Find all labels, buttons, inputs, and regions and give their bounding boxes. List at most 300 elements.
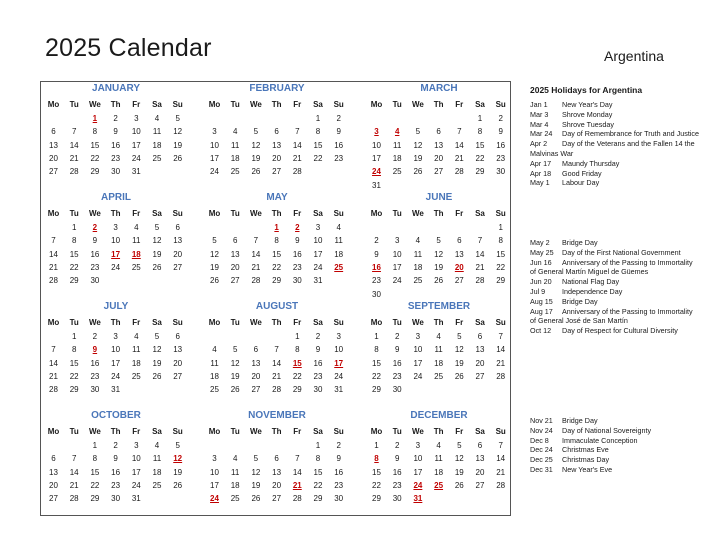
- weekday-header: Fr: [293, 209, 302, 218]
- day: 4: [134, 332, 139, 341]
- day: 31: [334, 385, 344, 395]
- day: 15: [313, 140, 323, 150]
- day: 19: [173, 140, 183, 150]
- day: 18: [152, 467, 162, 477]
- day: 31: [313, 276, 323, 286]
- holiday-name: Day of Remembrance for Truth and Justice: [562, 129, 700, 139]
- holiday-name: Day of Respect for Cultural Diversity: [562, 326, 678, 336]
- holiday-group: [530, 416, 700, 475]
- day: 7: [295, 454, 300, 464]
- day: 14: [475, 249, 485, 259]
- holiday-item: [530, 159, 700, 169]
- weekday-header: We: [249, 427, 262, 436]
- day: 8: [274, 236, 279, 246]
- holiday-day: 24: [413, 480, 423, 490]
- day: 9: [394, 454, 400, 464]
- day: 1: [498, 223, 503, 232]
- day: 30: [111, 167, 121, 177]
- day: 7: [51, 345, 56, 355]
- holiday-date: Nov 24: [530, 425, 553, 435]
- day: 15: [372, 467, 381, 477]
- holiday-name: Day of the Veterans and the Fallen 14 the Malvinas War: [530, 139, 695, 158]
- day: 1: [92, 441, 98, 450]
- day: 10: [372, 140, 381, 150]
- day: 21: [49, 262, 58, 272]
- holiday-day: 25: [334, 262, 344, 272]
- day: 13: [272, 140, 282, 150]
- holiday-item: [530, 248, 700, 258]
- day: 3: [415, 332, 421, 341]
- day: 20: [475, 358, 485, 368]
- day: 18: [210, 371, 219, 381]
- day: 1: [315, 441, 321, 450]
- day: 20: [434, 153, 444, 163]
- weekday-header: Tu: [392, 318, 402, 327]
- holiday-day: 20: [454, 262, 464, 272]
- holiday-day: 12: [173, 454, 183, 464]
- day: 6: [232, 236, 238, 246]
- holiday-day: 1: [274, 223, 279, 232]
- day: 8: [92, 454, 98, 464]
- holiday-date: Dec 25: [530, 455, 553, 465]
- day: 10: [131, 454, 141, 464]
- day: 13: [272, 467, 282, 477]
- day: 16: [90, 358, 100, 368]
- weekday-header: Th: [110, 100, 121, 109]
- day: 17: [111, 358, 121, 368]
- day: 19: [413, 153, 423, 163]
- day: 30: [313, 385, 323, 395]
- weekday-header: Fr: [293, 100, 302, 109]
- day: 16: [334, 140, 344, 150]
- day: 13: [475, 345, 485, 355]
- holiday-date: Oct 12: [530, 326, 552, 336]
- weekday-header: Mo: [47, 100, 60, 109]
- day: 16: [392, 467, 402, 477]
- weekday-header: Th: [271, 209, 282, 218]
- day: 10: [111, 345, 121, 355]
- day: 27: [251, 385, 261, 395]
- holiday-day: 16: [372, 262, 381, 272]
- holiday-item: [530, 465, 700, 475]
- holiday-item: [530, 426, 700, 436]
- holiday-day: 2: [92, 223, 98, 232]
- day: 17: [392, 262, 402, 272]
- day: 30: [392, 494, 402, 504]
- day: 8: [71, 345, 77, 355]
- day: 26: [251, 167, 261, 177]
- day: 23: [392, 371, 402, 381]
- day: 19: [152, 249, 162, 259]
- day: 26: [230, 385, 240, 395]
- holiday-day: 3: [374, 127, 379, 137]
- day: 15: [475, 140, 485, 150]
- day: 20: [49, 153, 58, 163]
- day: 30: [372, 289, 381, 299]
- day: 21: [454, 153, 464, 163]
- day: 14: [251, 249, 261, 259]
- day: 30: [111, 494, 121, 504]
- holiday-date: Apr 18: [530, 168, 552, 178]
- day: 9: [336, 454, 341, 464]
- holiday-date: Jul 9: [530, 286, 546, 296]
- day: 20: [251, 371, 261, 381]
- day: 14: [292, 140, 302, 150]
- holiday-group: [530, 100, 700, 188]
- weekday-header: Fr: [455, 209, 464, 218]
- weekday-header: Th: [110, 427, 121, 436]
- weekday-header: Tu: [392, 100, 402, 109]
- day: 2: [336, 441, 341, 450]
- day: 17: [413, 358, 423, 368]
- holiday-name: Shrove Monday: [562, 109, 613, 119]
- holiday-day: 24: [372, 167, 381, 177]
- day: 28: [251, 276, 261, 286]
- day: 16: [313, 358, 323, 368]
- day: 14: [69, 467, 79, 477]
- weekday-header: Mo: [370, 209, 383, 218]
- day: 22: [313, 480, 323, 490]
- holiday-date: Dec 31: [530, 464, 553, 474]
- day: 23: [334, 153, 344, 163]
- weekday-header: Su: [495, 100, 506, 109]
- day: 3: [134, 441, 139, 450]
- day: 18: [392, 153, 402, 163]
- day: 2: [113, 441, 118, 450]
- day: 20: [49, 480, 58, 490]
- day: 12: [152, 345, 162, 355]
- weekday-header: Sa: [313, 100, 323, 109]
- day: 7: [253, 236, 259, 246]
- holiday-day: 9: [92, 345, 98, 355]
- holiday-day: 2: [295, 223, 300, 232]
- weekday-header: Su: [495, 318, 506, 327]
- day: 3: [315, 223, 321, 232]
- day: 29: [69, 276, 79, 286]
- day: 15: [69, 249, 79, 259]
- holiday-date: Mar 3: [530, 109, 549, 119]
- day: 13: [49, 140, 58, 150]
- day: 22: [90, 480, 100, 490]
- day: 9: [336, 127, 341, 137]
- holiday-date: Dec 8: [530, 435, 549, 445]
- month-name: JANUARY: [92, 83, 140, 94]
- day: 24: [334, 371, 344, 381]
- day: 18: [413, 262, 423, 272]
- day: 19: [251, 480, 261, 490]
- day: 24: [111, 262, 121, 272]
- holiday-item: [530, 129, 700, 139]
- day: 30: [496, 167, 506, 177]
- day: 17: [131, 467, 141, 477]
- day: 18: [230, 153, 240, 163]
- day: 25: [210, 385, 219, 395]
- day: 29: [372, 385, 381, 395]
- day: 27: [49, 494, 58, 504]
- day: 23: [111, 153, 121, 163]
- day: 6: [274, 454, 279, 464]
- day: 23: [90, 371, 100, 381]
- day: 16: [292, 249, 302, 259]
- day: 4: [154, 441, 160, 450]
- day: 7: [295, 127, 300, 137]
- day: 15: [372, 358, 381, 368]
- holiday-name: Independence Day: [562, 286, 623, 296]
- weekday-header: Fr: [455, 318, 464, 327]
- day: 26: [173, 480, 183, 490]
- holiday-day: 25: [434, 480, 444, 490]
- day: 8: [374, 345, 379, 355]
- weekday-header: Sa: [152, 318, 162, 327]
- day: 23: [496, 153, 506, 163]
- day: 7: [71, 454, 77, 464]
- day: 15: [90, 467, 100, 477]
- weekday-header: Su: [333, 100, 344, 109]
- holiday-day: 31: [413, 494, 423, 504]
- holiday-name: Bridge Day: [562, 416, 598, 425]
- day: 9: [498, 127, 503, 137]
- holiday-date: Mar 4: [530, 119, 549, 129]
- day: 11: [132, 236, 141, 246]
- day: 22: [90, 153, 100, 163]
- day: 23: [392, 480, 402, 490]
- day: 2: [113, 114, 118, 123]
- day: 6: [51, 127, 56, 137]
- day: 17: [413, 467, 423, 477]
- day: 27: [475, 480, 485, 490]
- holiday-item: [530, 100, 700, 110]
- day: 12: [434, 249, 444, 259]
- day: 12: [230, 358, 240, 368]
- day: 17: [210, 480, 219, 490]
- holiday-name: Immaculate Conception: [562, 435, 638, 445]
- day: 22: [313, 153, 323, 163]
- holiday-date: Jun 20: [530, 277, 552, 287]
- day: 11: [210, 358, 219, 368]
- day: 12: [173, 127, 183, 137]
- day: 4: [232, 127, 238, 137]
- day: 7: [498, 441, 503, 450]
- month-name: FEBRUARY: [249, 83, 305, 94]
- day: 25: [434, 371, 444, 381]
- day: 31: [131, 167, 141, 177]
- day: 14: [292, 467, 302, 477]
- day: 4: [415, 236, 421, 246]
- weekday-header: Mo: [370, 427, 383, 436]
- day: 24: [131, 153, 141, 163]
- day: 26: [413, 167, 423, 177]
- day: 27: [272, 494, 282, 504]
- day: 13: [454, 249, 464, 259]
- day: 13: [49, 467, 58, 477]
- weekday-header: We: [88, 427, 101, 436]
- day: 21: [475, 262, 485, 272]
- day: 3: [113, 223, 118, 232]
- day: 3: [113, 332, 118, 341]
- holiday-item: [530, 238, 700, 248]
- holiday-name: Anniversary of the Passing to Immortality of General Martín Miguel de Güemes: [530, 257, 693, 277]
- weekday-header: We: [411, 427, 424, 436]
- day: 22: [475, 153, 485, 163]
- day: 11: [413, 249, 423, 259]
- day: 10: [313, 236, 323, 246]
- day: 26: [210, 276, 219, 286]
- weekday-header: Mo: [208, 427, 221, 436]
- day: 13: [173, 345, 183, 355]
- day: 5: [436, 236, 441, 246]
- day: 8: [315, 127, 321, 137]
- day: 27: [173, 262, 183, 272]
- holiday-date: Apr 17: [530, 158, 552, 168]
- month-name: JUNE: [425, 192, 453, 203]
- holiday-item: [530, 120, 700, 130]
- day: 30: [90, 276, 100, 286]
- weekday-header: Fr: [132, 318, 141, 327]
- day: 22: [372, 480, 381, 490]
- day: 5: [175, 441, 180, 450]
- weekday-header: Th: [433, 209, 444, 218]
- holiday-item: [530, 169, 700, 179]
- day: 19: [210, 262, 219, 272]
- day: 6: [175, 223, 180, 232]
- holiday-name: Shrove Tuesday: [562, 119, 614, 129]
- day: 7: [51, 236, 56, 246]
- holiday-item: [530, 110, 700, 120]
- holiday-day: 1: [92, 114, 98, 123]
- holiday-item: [530, 326, 700, 336]
- holiday-item: [530, 258, 700, 278]
- day: 11: [434, 454, 443, 464]
- weekday-header: We: [88, 100, 101, 109]
- day: 23: [90, 262, 100, 272]
- day: 29: [90, 167, 100, 177]
- holiday-list-title: 2025 Holidays for Argentina: [530, 85, 643, 95]
- day: 26: [454, 371, 464, 381]
- holiday-name: Good Friday: [562, 168, 602, 178]
- day: 4: [436, 441, 441, 450]
- day: 14: [69, 140, 79, 150]
- day: 2: [374, 236, 379, 246]
- day: 24: [111, 371, 121, 381]
- day: 7: [274, 345, 279, 355]
- day: 25: [152, 480, 162, 490]
- weekday-header: Su: [333, 427, 344, 436]
- day: 12: [210, 249, 219, 259]
- day: 10: [413, 454, 423, 464]
- weekday-header: Su: [495, 427, 506, 436]
- weekday-header: We: [249, 100, 262, 109]
- weekday-header: Mo: [370, 100, 383, 109]
- day: 17: [210, 153, 219, 163]
- holiday-date: Dec 24: [530, 445, 553, 455]
- holiday-day: 17: [334, 358, 344, 368]
- day: 12: [454, 345, 464, 355]
- holiday-item: [530, 445, 700, 455]
- day: 26: [152, 371, 162, 381]
- day: 27: [272, 167, 282, 177]
- day: 28: [496, 371, 506, 381]
- holiday-date: May 2: [530, 238, 550, 247]
- day: 20: [475, 467, 485, 477]
- day: 10: [334, 345, 344, 355]
- day: 10: [413, 345, 423, 355]
- day: 24: [313, 262, 323, 272]
- day: 21: [272, 371, 282, 381]
- day: 26: [251, 494, 261, 504]
- day: 11: [152, 127, 162, 137]
- holiday-name: Christmas Eve: [562, 445, 609, 455]
- day: 5: [253, 127, 259, 137]
- calendar-grid: [40, 81, 511, 516]
- day: 3: [394, 236, 400, 246]
- day: 17: [313, 249, 323, 259]
- weekday-header: Su: [333, 209, 344, 218]
- day: 29: [90, 494, 100, 504]
- weekday-header: Sa: [475, 100, 485, 109]
- holiday-name: Day of the First National Government: [562, 247, 681, 257]
- holiday-name: New Year's Eve: [562, 464, 613, 474]
- holiday-name: National Flag Day: [562, 277, 620, 287]
- day: 12: [152, 236, 162, 246]
- month-name: MARCH: [420, 83, 458, 94]
- day: 11: [434, 345, 443, 355]
- month-name: DECEMBER: [410, 410, 468, 421]
- day: 11: [231, 467, 240, 477]
- day: 7: [498, 332, 503, 341]
- day: 28: [49, 385, 58, 395]
- day: 31: [111, 385, 121, 395]
- weekday-header: Th: [433, 427, 444, 436]
- weekday-header: Mo: [208, 100, 221, 109]
- day: 27: [230, 276, 240, 286]
- holiday-name: Bridge Day: [562, 238, 598, 247]
- day: 11: [132, 345, 141, 355]
- weekday-header: Fr: [132, 209, 141, 218]
- weekday-header: Sa: [313, 427, 323, 436]
- day: 28: [496, 480, 506, 490]
- day: 25: [131, 262, 141, 272]
- holiday-item: [530, 139, 700, 159]
- day: 6: [51, 454, 56, 464]
- day: 2: [394, 332, 400, 341]
- day: 21: [496, 467, 506, 477]
- day: 4: [436, 332, 441, 341]
- day: 3: [212, 127, 217, 137]
- weekday-header: Tu: [230, 209, 240, 218]
- day: 13: [173, 236, 183, 246]
- day: 20: [272, 153, 282, 163]
- weekday-header: Th: [110, 318, 121, 327]
- weekday-header: Th: [271, 100, 282, 109]
- day: 3: [212, 454, 217, 464]
- day: 30: [90, 385, 100, 395]
- day: 5: [232, 345, 238, 355]
- holiday-date: Aug 17: [530, 306, 553, 316]
- weekday-header: Th: [110, 209, 121, 218]
- weekday-header: Tu: [230, 318, 240, 327]
- holiday-item: [530, 277, 700, 287]
- weekday-header: Tu: [69, 318, 79, 327]
- weekday-header: Sa: [313, 318, 323, 327]
- weekday-header: Sa: [152, 209, 162, 218]
- day: 11: [152, 454, 162, 464]
- holiday-date: Apr 2: [530, 139, 548, 149]
- country-label: Argentina: [604, 48, 664, 64]
- holiday-name: Anniversary of the Passing to Immortality of General José de San Martín: [530, 306, 693, 326]
- day: 27: [173, 371, 183, 381]
- holiday-date: Jun 16: [530, 257, 552, 267]
- weekday-header: Tu: [230, 100, 240, 109]
